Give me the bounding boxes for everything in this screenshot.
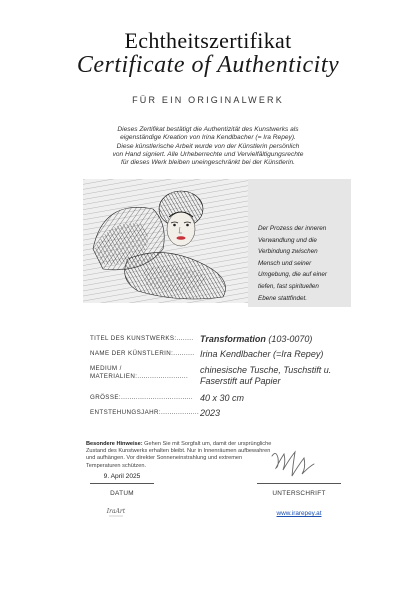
notice-heading: Besondere Hinweise: [86, 441, 143, 447]
artist-label: NAME DER KÜNSTLERIN:.......... [90, 350, 195, 357]
medium-value-line: chinesische Tusche, Tuschstift u. [200, 365, 332, 375]
svg-text:IraArt: IraArt [106, 508, 126, 515]
quote-line: Verwandlung und die [258, 236, 317, 244]
quote-line: Ebene stattfindet. [258, 294, 308, 302]
intro-line: von Hand signiert. Alle Urheberrechte und Vervielfältigungsrechte [112, 150, 304, 158]
artist-logo [104, 505, 128, 521]
notice-line: Temperaturen schützen. [86, 462, 147, 469]
quote-line: Mensch und seiner [258, 259, 312, 267]
year-label: ENTSTEHUNGSJAHR:.................. [90, 409, 200, 416]
year-value: 2023 [200, 408, 221, 418]
artist-signature [268, 446, 318, 482]
quote-line: Der Prozess der inneren [258, 225, 327, 232]
size-value: 40 x 30 cm [200, 393, 245, 403]
signature-line [257, 483, 341, 484]
intro-line: für dieses Werk bleiben uneingeschränkt bei der Künstlerin. [121, 159, 295, 167]
notice-line: Gehen Sie mit Sorgfalt um, damit der ursprüngliche [144, 441, 272, 447]
medium-label [90, 365, 188, 381]
size-label: GRÖSSE:.................................. [90, 394, 194, 401]
artwork-quote [258, 223, 348, 304]
notice-line: Zustand des Kunstwerks erhalten bleibt. Nur in Innenräumen aufbewahren [86, 448, 271, 455]
date-line [90, 483, 154, 484]
artist-value: Irina Kendlbacher (=Ira Repey) [200, 349, 324, 359]
signature-label: UNTERSCHRIFT [272, 490, 326, 497]
artwork-image [83, 179, 248, 303]
title-value [200, 334, 312, 345]
intro-paragraph [68, 126, 348, 167]
quote-box [248, 179, 351, 307]
website-link[interactable]: www.irarepey.at [276, 510, 322, 517]
title-label: TITEL DES KUNSTWERKS:........ [90, 335, 194, 342]
certificate-title-english: Certificate of Authenticity [76, 52, 340, 78]
medium-label-line: MEDIUM / [90, 365, 122, 372]
medium-value [200, 365, 331, 386]
intro-line: Dieses Zertifikat bestätigt die Authentizität des Kunstwerks als [117, 126, 299, 133]
medium-value-line: Faserstift auf Papier [200, 375, 281, 386]
medium-label-line: MATERIALIEN:........................ [90, 373, 189, 380]
intro-line: Diese künstlerische Arbeit wurde von der Künstlerin persönlich [116, 142, 300, 150]
certificate-subtitle: FÜR EIN ORIGINALWERK [132, 95, 284, 105]
notice-line: und aufhängen. Vor direkter Sonneneinstrahlung und extremen [86, 455, 243, 462]
date-label: DATUM [110, 490, 134, 497]
artwork-code: (103-0070) [268, 334, 313, 344]
intro-line: eigenständige Kreation von Irina Kendlbacher (= Ira Repey). [120, 134, 296, 142]
artwork-title: Transformation [200, 334, 266, 344]
quote-line: Umgebung, die auf einer [258, 271, 327, 279]
certificate-title-german: Echtheitszertifikat [124, 28, 292, 53]
quote-line: Verbindung zwischen [258, 248, 318, 256]
quote-line: tiefen, fast spirituellen [258, 282, 319, 290]
date-value: 9. April 2025 [103, 473, 141, 480]
